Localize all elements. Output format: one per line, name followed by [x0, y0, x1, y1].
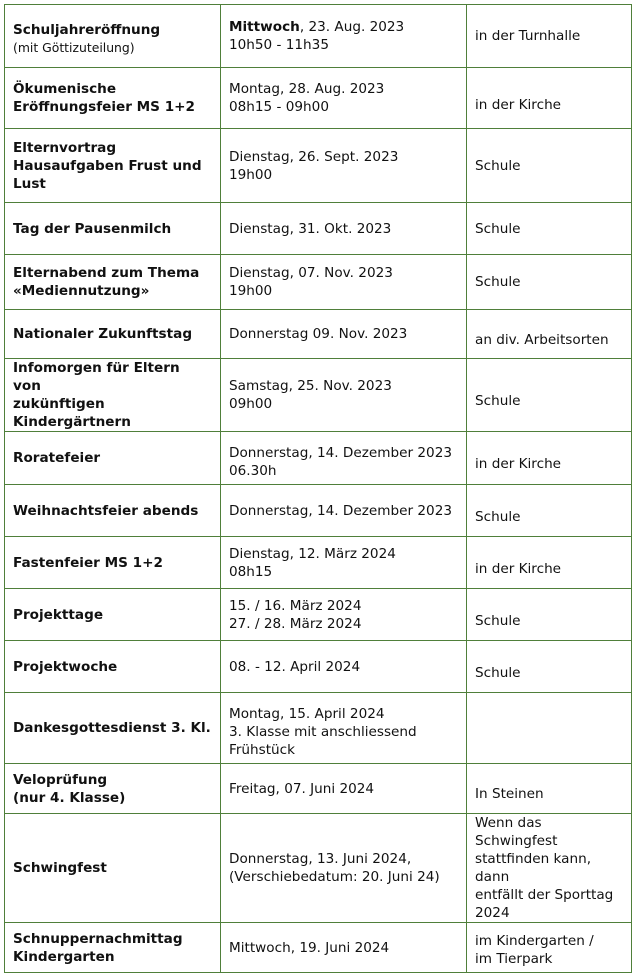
date-text: 15. / 16. März 2024: [229, 597, 362, 614]
date-cell: [221, 537, 467, 589]
place-cell: in der Kirche: [467, 68, 632, 129]
date-cell: [221, 814, 467, 923]
event-cell: Weihnachtsfeier abends: [5, 485, 221, 537]
date-day: Mittwoch: [229, 19, 300, 35]
date-text: Dienstag, 26. Sept. 2023: [229, 148, 399, 165]
date-note: (Verschiebedatum: 20. Juni 24): [229, 869, 440, 885]
event-title: Schnuppernachmittag: [13, 930, 183, 947]
place-cell: in der Kirche: [467, 537, 632, 589]
table-row: [5, 537, 632, 589]
place-cell: Schule: [467, 485, 632, 537]
place-text: im Tierpark: [475, 951, 553, 967]
table-row: [5, 641, 632, 693]
date-note: 3. Klasse mit anschliessend: [229, 724, 417, 740]
date-cell: 08. - 12. April 2024: [221, 641, 467, 693]
date-text: Donnerstag, 13. Juni 2024,: [229, 851, 412, 867]
time-text: 08h15: [229, 563, 273, 580]
event-cell: [5, 359, 221, 432]
event-title-line: Hausaufgaben Frust und: [13, 157, 202, 174]
date-cell: [221, 5, 467, 68]
event-cell: Dankesgottesdienst 3. Kl.: [5, 693, 221, 764]
table-row: [5, 5, 632, 68]
date-cell: [221, 255, 467, 310]
place-note: Wenn das Schwingfest: [475, 815, 558, 849]
event-cell: Schwingfest: [5, 814, 221, 923]
event-cell: [5, 255, 221, 310]
date-cell: Donnerstag 09. Nov. 2023: [221, 310, 467, 359]
date-cell: [221, 589, 467, 641]
table-row: [5, 589, 632, 641]
event-cell: [5, 129, 221, 203]
event-title: Schuljahreröffnung: [13, 22, 161, 38]
event-cell: [5, 923, 221, 973]
date-cell: [221, 68, 467, 129]
table-row: [5, 923, 632, 973]
place-cell: Schule: [467, 129, 632, 203]
place-cell: [467, 923, 632, 973]
place-cell: [467, 814, 632, 923]
time-text: 10h50 - 11h35: [229, 37, 329, 53]
table-row: [5, 814, 632, 923]
table-row: [5, 693, 632, 764]
date-note: Frühstück: [229, 742, 296, 758]
event-title-line: Eröffnungsfeier MS 1+2: [13, 99, 196, 115]
date-cell: Donnerstag, 14. Dezember 2023: [221, 485, 467, 537]
event-cell: Projektwoche: [5, 641, 221, 693]
place-cell: Schule: [467, 589, 632, 641]
place-cell: in der Kirche: [467, 432, 632, 485]
time-text: 19h00: [229, 166, 273, 183]
event-title: Ökumenische: [13, 81, 117, 97]
date-cell: [221, 432, 467, 485]
date-cell: Dienstag, 31. Okt. 2023: [221, 203, 467, 255]
date-text: Dienstag, 07. Nov. 2023: [229, 265, 393, 281]
event-title-line: (nur 4. Klasse): [13, 789, 126, 806]
place-cell: Schule: [467, 641, 632, 693]
date-text: Montag, 28. Aug. 2023: [229, 81, 385, 97]
place-cell: Schule: [467, 359, 632, 432]
event-cell: [5, 764, 221, 814]
place-cell: Schule: [467, 255, 632, 310]
place-cell: in der Turnhalle: [467, 5, 632, 68]
event-cell: Fastenfeier MS 1+2: [5, 537, 221, 589]
date-cell: Freitag, 07. Juni 2024: [221, 764, 467, 814]
place-cell: an div. Arbeitsorten: [467, 310, 632, 359]
time-text: 09h00: [229, 396, 273, 412]
place-note: entfällt der Sporttag: [475, 887, 614, 903]
event-title: Veloprüfung: [13, 771, 108, 788]
event-cell: Roratefeier: [5, 432, 221, 485]
place-note: stattfinden kann, dann: [475, 851, 592, 885]
event-cell: [5, 68, 221, 129]
table-row: [5, 255, 632, 310]
table-row: [5, 764, 632, 814]
event-title: Infomorgen für Eltern von: [13, 360, 180, 394]
events-table: [4, 4, 632, 973]
place-cell: Schule: [467, 203, 632, 255]
table-row: [5, 432, 632, 485]
date-text: Dienstag, 12. März 2024: [229, 545, 396, 562]
time-text: 19h00: [229, 283, 273, 299]
date-text: Donnerstag, 14. Dezember 2023: [229, 445, 452, 461]
place-note: 2024: [475, 905, 510, 921]
event-title: Elternvortrag: [13, 139, 117, 156]
place-text: im Kindergarten /: [475, 933, 594, 949]
time-text: 06.30h: [229, 463, 277, 479]
date-cell: [221, 129, 467, 203]
table-row: [5, 310, 632, 359]
event-title-line: Kindergärtnern: [13, 414, 131, 430]
table-row: [5, 129, 632, 203]
table-row: [5, 68, 632, 129]
date-text: Samstag, 25. Nov. 2023: [229, 378, 392, 394]
event-cell: Tag der Pausenmilch: [5, 203, 221, 255]
event-note: (mit Göttizuteilung): [13, 40, 135, 55]
time-text: 08h15 - 09h00: [229, 99, 329, 115]
date-cell: [221, 693, 467, 764]
date-text: Montag, 15. April 2024: [229, 706, 385, 722]
event-title: Elternabend zum Thema: [13, 265, 200, 281]
date-cell: Mittwoch, 19. Juni 2024: [221, 923, 467, 973]
date-cell: [221, 359, 467, 432]
event-title-line: Lust: [13, 175, 46, 192]
event-cell: Projekttage: [5, 589, 221, 641]
event-title-line: «Mediennutzung»: [13, 283, 150, 299]
table-row: [5, 485, 632, 537]
date-text: , 23. Aug. 2023: [299, 19, 405, 35]
place-cell: [467, 693, 632, 764]
event-cell: [5, 5, 221, 68]
place-cell: In Steinen: [467, 764, 632, 814]
date-text: 27. / 28. März 2024: [229, 615, 362, 632]
table-row: [5, 359, 632, 432]
table-row: [5, 203, 632, 255]
event-title-line: zukünftigen: [13, 396, 105, 412]
event-cell: Nationaler Zukunftstag: [5, 310, 221, 359]
event-title-line: Kindergarten: [13, 948, 115, 965]
